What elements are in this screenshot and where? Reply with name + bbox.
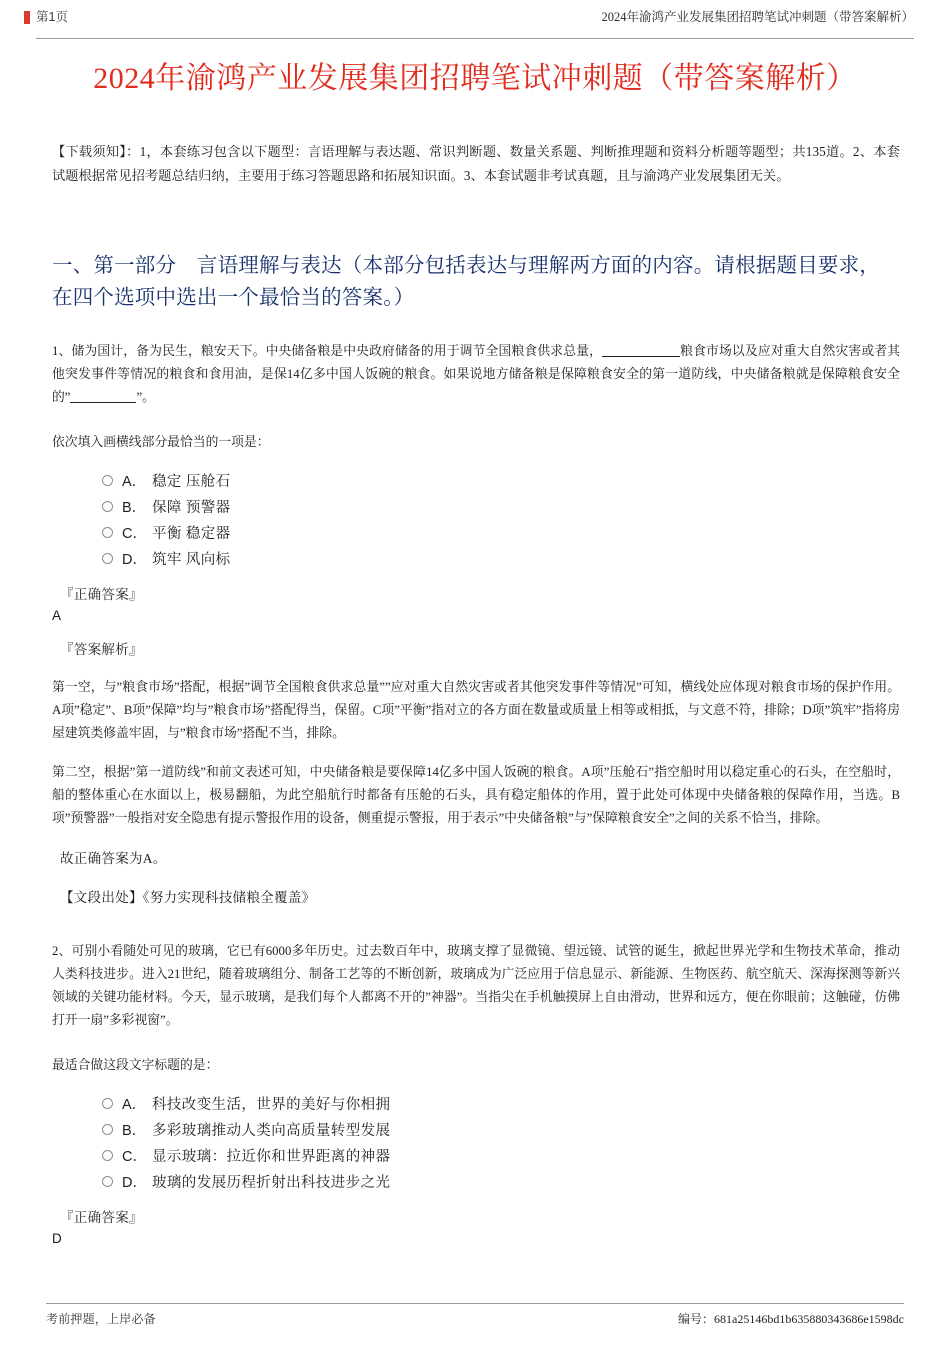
radio-button-icon[interactable] [102, 1124, 113, 1135]
radio-button-icon[interactable] [102, 1176, 113, 1187]
radio-button-icon[interactable] [102, 475, 113, 486]
radio-button-icon[interactable] [102, 501, 113, 512]
question-1-option-d[interactable] [102, 545, 900, 571]
question-2-number: 2、 [52, 944, 72, 958]
red-marker-icon [24, 11, 30, 24]
option-letter: B． [122, 499, 147, 516]
question-1-answer-value: A [52, 608, 62, 623]
question-1-option-a[interactable] [102, 467, 900, 493]
blank-underline-1 [602, 356, 680, 357]
question-1-conclusion: 故正确答案为A。 [60, 851, 167, 866]
question-2-prompt: 最适合做这段文字标题的是： [52, 1058, 219, 1072]
question-2-answer-label: 『正确答案』 [60, 1210, 143, 1225]
question-2-option-a[interactable] [102, 1090, 900, 1116]
question-2-options [102, 1090, 900, 1194]
question-1-source: 【文段出处】《努力实现科技储粮全覆盖》 [60, 890, 316, 905]
page-number-text: 第1页 [36, 10, 68, 24]
option-letter: B． [122, 1122, 147, 1139]
document-content [52, 140, 900, 1249]
option-text: 平衡 稳定器 [152, 525, 231, 542]
question-1-option-c[interactable] [102, 519, 900, 545]
radio-button-icon[interactable] [102, 1098, 113, 1109]
question-2-option-b[interactable] [102, 1116, 900, 1142]
question-1-analysis-paragraph-1: 第一空，与”粮食市场”搭配，根据”调节全国粮食供求总量””应对重大自然灾害或者其他突发事件等情况”可知，横线处应体现对粮食市场的保护作用。A项”稳定”、B项”保障”均与”粮食市场”搭配得当，保留。C项”平衡”指对立的各方面在数量或质量上相等或相抵，与文意不符，排除；D项”筑牢”指将房屋建筑类修盖牢固，与”粮食市场”搭配不当，排除。 [52, 680, 900, 740]
question-1-stem-part1: 储为国计，备为民生，粮安天下。中央储备粮是中央政府储备的用于调节全国粮食供求总量， [71, 344, 603, 358]
question-2-answer-value: D [52, 1231, 62, 1246]
question-2-option-d[interactable] [102, 1168, 900, 1194]
option-letter: A． [122, 473, 147, 490]
option-letter: C． [122, 1148, 147, 1165]
page-number-label [36, 10, 68, 25]
question-1-answer-label: 『正确答案』 [60, 587, 143, 602]
question-2-stem [52, 940, 900, 1032]
radio-button-icon[interactable] [102, 1150, 113, 1161]
question-1-analysis-paragraph-2: 第二空，根据”第一道防线”和前文表述可知，中央储备粮是要保障14亿多中国人饭碗的粮食。A项”压舱石”指空船时用以稳定重心的石头，在空船时，船的整体重心在水面以上，极易翻船，为此空船航行时都备有压舱的石头，具有稳定船体的作用，置于此处可体现中央储备粮的保障作用，当选。B项”预警器”一般指对安全隐患有提示警报作用的设备，侧重提示警报，用于表示”中央储备粮”与”保障粮食安全”之间的关系不恰当，排除。 [52, 765, 900, 825]
option-text: 稳定 压舱石 [152, 473, 231, 490]
option-text: 多彩玻璃推动人类向高质量转型发展 [152, 1122, 391, 1139]
blank-underline-2 [70, 402, 136, 403]
option-text: 保障 预警器 [152, 499, 231, 516]
question-2-stem-text: 可别小看随处可见的玻璃，它已有6000多年历史。过去数百年中，玻璃支撑了显微镜、望远镜、试管的诞生，掀起世界光学和生物技术革命，推动人类科技进步。进入21世纪，随着玻璃组分、制备工艺等的不断创新，玻璃成为广泛应用于信息显示、新能源、生物医药、航空航天、深海探测等新兴领域的关键功能材料。今天，显示玻璃，是我们每个人都离不开的”神器”。当指尖在手机触摸屏上自由滑动，世界和远方，便在你眼前；这触碰，仿佛打开一扇”多彩视窗”。 [52, 944, 901, 1027]
page-title: 2024年渝鸿产业发展集团招聘笔试冲刺题（带答案解析） [93, 62, 857, 96]
question-2-option-c[interactable] [102, 1142, 900, 1168]
option-letter: A． [122, 1096, 147, 1113]
option-letter: D． [122, 551, 147, 568]
document-footer [46, 1303, 904, 1327]
question-1-stem [52, 340, 900, 409]
document-running-header [36, 10, 914, 39]
option-text: 玻璃的发展历程折射出科技进步之光 [152, 1174, 391, 1191]
question-1-prompt: 依次填入画横线部分最恰当的一项是： [52, 435, 270, 449]
question-1-options [102, 467, 900, 571]
download-notice: 【下载须知】：1，本套练习包含以下题型：言语理解与表达题、常识判断题、数量关系题、判断推理题和资料分析题等题型；共135道。2、本套试题根据常见招考题总结归纳，主要用于练习答题思路和拓展知识面。3、本套试题非考试真题，且与渝鸿产业发展集团无关。 [52, 144, 900, 183]
section-heading: 一、第一部分 言语理解与表达（本部分包括表达与理解两方面的内容。请根据题目要求，在四个选项中选出一个最恰当的答案。） [52, 255, 880, 309]
option-text: 筑牢 风向标 [152, 551, 231, 568]
footer-id [678, 1310, 904, 1327]
question-1-stem-part2: 粮食市场以及应对重大自然灾害或者其他突发事件等情况的粮食和食用油，是保14亿多中国人饭碗的粮食。如果说地方储备粮是保障粮食安全的第一道防线，中央储备粮就是保障粮食安全的” [52, 344, 901, 404]
footer-slogan: 考前押题，上岸必备 [46, 1312, 156, 1326]
radio-button-icon[interactable] [102, 527, 113, 538]
radio-button-icon[interactable] [102, 553, 113, 564]
footer-id-label: 编号： [678, 1312, 715, 1326]
question-1-analysis-label: 『答案解析』 [60, 642, 143, 657]
option-text: 显示玻璃：拉近你和世界距离的神器 [152, 1148, 391, 1165]
question-1-stem-part3: ”。 [136, 390, 155, 404]
question-1-option-b[interactable] [102, 493, 900, 519]
header-running-title: 2024年渝鸿产业发展集团招聘笔试冲刺题（带答案解析） [601, 10, 914, 24]
question-1-number: 1、 [52, 344, 72, 358]
option-letter: D． [122, 1174, 147, 1191]
option-text: 科技改变生活，世界的美好与你相拥 [152, 1096, 391, 1113]
option-letter: C． [122, 525, 147, 542]
footer-id-value: 681a25146bd1b635880343686e1598dc [714, 1312, 904, 1326]
